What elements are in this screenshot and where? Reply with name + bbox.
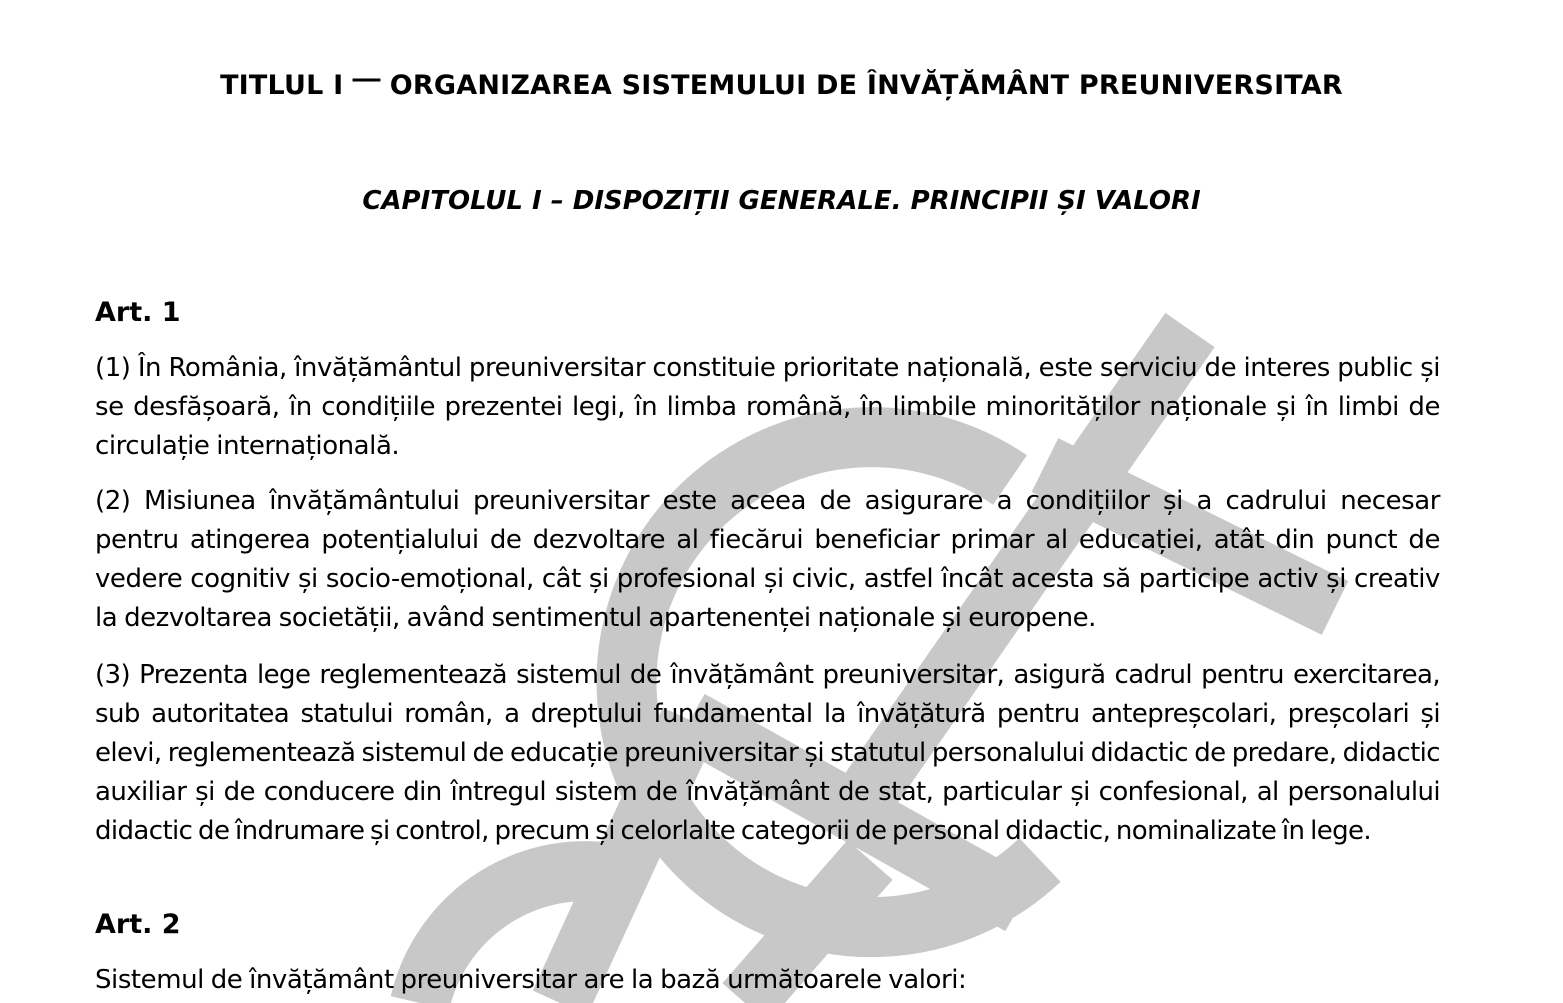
article-heading: Art. 2: [95, 909, 181, 940]
article-paragraph: (1) În România, învățământul preuniversitar constituie prioritate națională, este serviciu de interes public și se desfășoară, în condițiile prezentei legi, în limba română, în limbile minorităților naționale și în limbi de circulație internațională.: [95, 353, 1440, 461]
article-paragraph: (3) Prezenta lege reglementează sistemul de învățământ preuniversitar, asigură cadrul pentru exercitarea, sub autoritatea statului român, a dreptului fundamental la învățătură pentru antepreșcolari, preșcolari și elevi, reglementează sistemul de educație preuniversitar și statutul personalului didactic de predare, didactic auxiliar și de conducere din întregul sistem de învățământ de stat, particular și confesional, al personalului didactic de îndrumare și control, precum și celorlalte categorii de personal didactic, nominalizate în lege.: [95, 660, 1440, 846]
document-title: TITLUL I ⎻ ORGANIZAREA SISTEMULUI DE ÎNVĂȚĂMÂNT PREUNIVERSITAR: [220, 70, 1343, 101]
article-paragraph: (2) Misiunea învățământului preuniversitar este aceea de asigurare a condițiilor și a cadrului necesar pentru atingerea potențialului de dezvoltare al fiecărui beneficiar primar al educației, atât din punct de vedere cognitiv și socio-emoțional, cât și profesional și civic, astfel încât acesta să participe activ și creativ la dezvoltarea societății, având sentimentul apartenenței naționale și europene.: [95, 486, 1440, 633]
article-paragraph: Sistemul de învățământ preuniversitar are la bază următoarele valori:: [95, 965, 967, 995]
chapter-heading: CAPITOLUL I – DISPOZIȚII GENERALE. PRINCIPII ȘI VALORI: [362, 186, 1201, 216]
article-heading: Art. 1: [95, 297, 181, 328]
